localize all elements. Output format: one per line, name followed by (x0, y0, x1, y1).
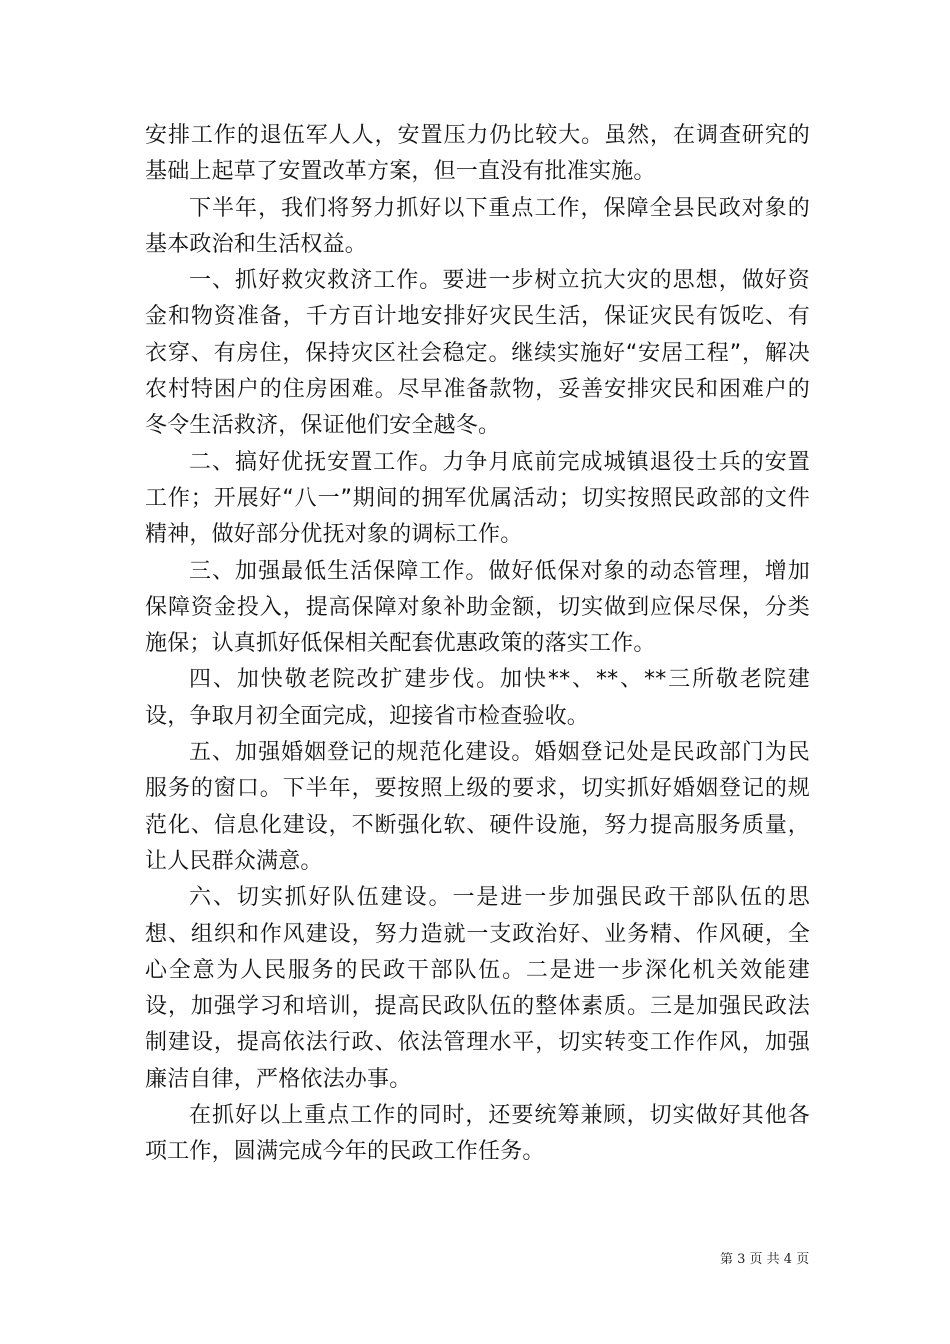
paragraph-continuation: 安排工作的退伍军人人，安置压力仍比较大。虽然，在调查研究的基础上起草了安置改革方案，但一直没有批准实施。 (145, 123, 810, 185)
paragraph-item-6: 六、切实抓好队伍建设。一是进一步加强民政干部队伍的思想、组织和作风建设，努力造就一支政治好、业务精、作风硬，全心全意为人民服务的民政干部队伍。二是进一步深化机关效能建设，加强学习和培训，提高民政队伍的整体素质。三是加强民政法制建设，提高依法行政、依法管理水平，切实转变工作作风，加强廉洁自律，严格依法办事。 (145, 885, 810, 1092)
page-number-footer: 第 3 页 共 4 页 (720, 1252, 810, 1267)
paragraph-conclusion: 在抓好以上重点工作的同时，还要统筹兼顾，切实做好其他各项工作，圆满完成今年的民政工作任务。 (145, 1103, 810, 1165)
paragraph-item-3: 三、加强最低生活保障工作。做好低保对象的动态管理，增加保障资金投入，提高保障对象补助金额，切实做到应保尽保，分类施保；认真抓好低保相关配套优惠政策的落实工作。 (145, 558, 810, 657)
paragraph-intro: 下半年，我们将努力抓好以下重点工作，保障全县民政对象的基本政治和生活权益。 (145, 195, 810, 257)
paragraph-item-1: 一、抓好救灾救济工作。要进一步树立抗大灾的思想，做好资金和物资准备，千方百计地安排好灾民生活，保证灾民有饭吃、有衣穿、有房住，保持灾区社会稳定。继续实施好“安居工程”，解决农村特困户的住房困难。尽早准备款物，妥善安排灾民和困难户的冬令生活救济，保证他们安全越冬。 (145, 268, 810, 439)
paragraph-item-2: 二、搞好优抚安置工作。力争月底前完成城镇退役士兵的安置工作；开展好“八一”期间的拥军优属活动；切实按照民政部的文件精神，做好部分优抚对象的调标工作。 (145, 449, 810, 548)
document-body (145, 118, 810, 1171)
paragraph-item-4: 四、加快敬老院改扩建步伐。加快**、**、**三所敬老院建设，争取月初全面完成，迎接省市检查验收。 (145, 667, 810, 729)
paragraph-item-5: 五、加强婚姻登记的规范化建设。婚姻登记处是民政部门为民服务的窗口。下半年，要按照上级的要求，切实抓好婚姻登记的规范化、信息化建设，不断强化软、硬件设施，努力提高服务质量，让人民群众满意。 (145, 740, 810, 874)
